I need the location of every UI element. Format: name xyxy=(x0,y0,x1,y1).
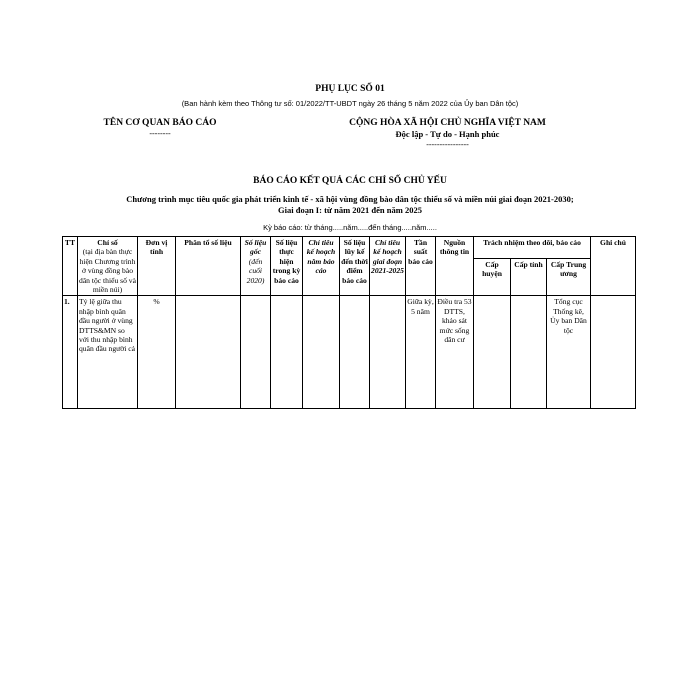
report-period: Kỳ báo cáo: từ tháng.....năm.....đến tháng.....năm..... xyxy=(263,223,437,232)
cell-cumulative xyxy=(340,296,370,409)
col-central: Cấp Trung ương xyxy=(547,258,591,296)
cell-plan-target-period xyxy=(370,296,406,409)
table-row xyxy=(63,296,636,409)
col-unit: Đơn vị tính xyxy=(138,237,176,296)
cell-plan-target xyxy=(303,296,340,409)
cell-breakdown xyxy=(176,296,241,409)
cell-unit: % xyxy=(138,296,176,409)
col-baseline-label: Số liệu gốc xyxy=(244,238,267,257)
col-plan-target: Chỉ tiêu kế hoạch năm báo cáo xyxy=(303,237,340,296)
col-source: Nguồn thông tin xyxy=(436,237,474,296)
col-indicator-note: (tại địa bàn thực hiện Chương trình ở vùng đồng bào dân tộc thiểu số và miền núi) xyxy=(79,247,136,295)
cell-frequency: Giữa kỳ, 5 năm xyxy=(406,296,436,409)
col-indicator xyxy=(78,237,138,296)
col-frequency: Tần suất báo cáo xyxy=(406,237,436,296)
col-actual: Số liệu thực hiện trong kỳ báo cáo xyxy=(271,237,303,296)
report-subtitle-line1: Chương trình mục tiêu quốc gia phát triển kinh tế - xã hội vùng đồng bào dân tộc thiểu số và miền núi giai đoạn 2021-2030; xyxy=(126,194,574,204)
col-indicator-label: Chỉ số xyxy=(97,238,118,247)
col-baseline xyxy=(241,237,271,296)
col-notes: Ghi chú xyxy=(591,237,636,296)
indicator-table xyxy=(62,236,636,409)
col-tt: TT xyxy=(63,237,78,296)
national-motto: Độc lập - Tự do - Hạnh phúc xyxy=(395,129,500,139)
cell-source: Điều tra 53 DTTS, khảo sát mức sống dân cư xyxy=(436,296,474,409)
cell-notes xyxy=(591,296,636,409)
report-title: BÁO CÁO KẾT QUẢ CÁC CHỈ SỐ CHỦ YẾU xyxy=(253,176,447,186)
agency-label: TÊN CƠ QUAN BÁO CÁO xyxy=(103,118,217,128)
issued-note: (Ban hành kèm theo Thông tư số: 01/2022/TT-UBDT ngày 26 tháng 5 năm 2022 của Ủy ban Dân tộc) xyxy=(181,99,519,108)
table-header-row xyxy=(63,237,636,259)
cell-actual xyxy=(271,296,303,409)
report-subtitle-line2: Giai đoạn I: từ năm 2021 đến năm 2025 xyxy=(278,205,422,215)
cell-baseline xyxy=(241,296,271,409)
col-district: Cấp huyện xyxy=(474,258,511,296)
col-baseline-note: (đến cuối 2020) xyxy=(246,256,265,285)
motto-divider: ---------------- xyxy=(426,140,469,149)
cell-indicator: Tỷ lệ giữa thu nhập bình quân đầu người ở vùng DTTS&MN so với thu nhập bình quân đầu người cả xyxy=(78,296,138,409)
col-cumulative: Số liệu lũy kế đến thời điểm báo cáo xyxy=(340,237,370,296)
col-province: Cấp tỉnh xyxy=(511,258,547,296)
cell-tt: 1. xyxy=(63,296,78,409)
report-subtitle xyxy=(40,194,660,216)
appendix-title: PHỤ LỤC SỐ 01 xyxy=(315,84,385,94)
agency-divider: -------- xyxy=(149,129,171,138)
col-breakdown: Phân tổ số liệu xyxy=(176,237,241,296)
nation-title: CỘNG HÒA XÃ HỘI CHỦ NGHĨA VIỆT NAM xyxy=(349,118,546,128)
col-plan-target-period: Chỉ tiêu kế hoạch giai đoạn 2021-2025 xyxy=(370,237,406,296)
col-responsibility: Trách nhiệm theo dõi, báo cáo xyxy=(474,237,591,259)
cell-central: Tổng cục Thống kê, Ủy ban Dân tộc xyxy=(547,296,591,409)
cell-province xyxy=(511,296,547,409)
cell-district xyxy=(474,296,511,409)
